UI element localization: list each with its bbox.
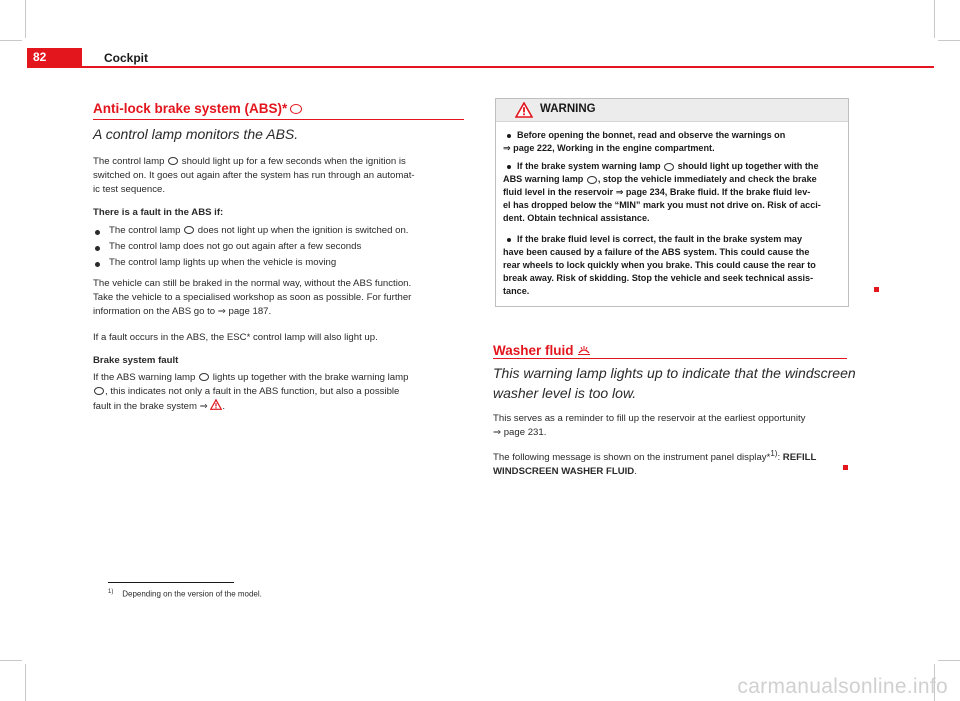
text: tance. (503, 286, 530, 296)
text: If the brake system warning lamp (517, 161, 661, 171)
list-item: The control lamp does not go out again after a few seconds (109, 241, 362, 252)
text: should light up together with the (677, 161, 819, 171)
warning-box (495, 98, 849, 307)
warning-item: Before opening the bonnet, read and observe the warnings on (517, 130, 786, 140)
text: el has dropped below the “MIN” mark you must not drive on. Risk of acci- (503, 200, 821, 210)
text: washer level is too low. (493, 385, 637, 401)
text: fluid level in the reservoir ⇒ page 234, Brake fluid. If the brake fluid lev- (503, 187, 811, 197)
warning-triangle-icon[interactable] (210, 399, 222, 410)
watermark: carmanualsonline.info (737, 675, 948, 698)
text: If the ABS warning lamp (93, 372, 196, 383)
text: : (777, 452, 781, 464)
bullet-icon (507, 134, 511, 138)
text: This serves as a reminder to fill up the reservoir at the earliest opportunity (493, 413, 806, 424)
crop-mark (25, 664, 26, 701)
bullet-icon (95, 246, 100, 251)
text: fault in the brake system ⇒ (93, 401, 208, 412)
crop-mark (938, 660, 960, 661)
abs-lamp-icon (290, 104, 302, 114)
warning-item: If the brake fluid level is correct, the fault in the brake system may (517, 234, 803, 244)
page-number: 82 (33, 50, 47, 64)
abs-paragraph (93, 277, 411, 319)
page-link[interactable]: information on the ABS go to ⇒ page 187. (93, 306, 272, 317)
text: should light up for a few seconds when the ignition is (181, 156, 406, 167)
abs-lamp-icon (168, 157, 178, 165)
text: The vehicle can still be braked in the normal way, without the ABS function. (93, 278, 412, 289)
abs-paragraph: If the ABS warning lamp lights up together with the brake warning lamp , this indicates not only a fault in the ABS function, but also a possible fault in the brake system ⇒ . (93, 372, 409, 412)
brake-lamp-icon (94, 387, 104, 395)
brake-lamp-icon (664, 163, 674, 171)
section-end-marker (843, 465, 848, 470)
abs-intro: A control lamp monitors the ABS. (93, 126, 299, 142)
abs-lamp-icon (587, 176, 597, 184)
section-rule (493, 358, 847, 359)
abs-section-title (93, 101, 302, 116)
bullet-icon (95, 230, 100, 235)
bullet-icon (95, 262, 100, 267)
abs-paragraph: If a fault occurs in the ABS, the ESC* control lamp will also light up. (93, 332, 378, 343)
display-message: REFILL (782, 452, 817, 464)
text: does not light up when the ignition is switched on. (197, 225, 409, 236)
crop-mark (0, 40, 22, 41)
bullet-icon (507, 165, 511, 169)
crop-mark (25, 0, 26, 38)
crop-mark (938, 40, 960, 41)
text: lights up together with the brake warning lamp (212, 372, 409, 383)
text: . (634, 466, 637, 478)
text: have been caused by a failure of the ABS system. This could cause the (503, 247, 810, 257)
text: break away. Risk of skidding. Stop the vehicle and seek technical assis- (503, 273, 814, 283)
chapter-title: Cockpit (104, 51, 149, 65)
abs-paragraph (93, 155, 415, 197)
footnote (108, 589, 262, 599)
text: The following message is shown on the instrument panel display* (493, 452, 771, 464)
text: dent. Obtain technical assistance. (503, 213, 650, 223)
washer-paragraph (493, 447, 816, 479)
warning-item (503, 173, 821, 225)
display-message: WINDSCREEN WASHER FLUID (493, 466, 635, 478)
list-item: The control lamp lights up when the vehicle is moving (109, 257, 337, 268)
text: Take the vehicle to a specialised workshop as soon as possible. For further (93, 292, 412, 303)
abs-lamp-icon (199, 373, 209, 381)
header-rule (82, 66, 934, 68)
text: ic test sequence. (93, 184, 165, 195)
list-item (109, 224, 408, 238)
section-end-marker (874, 287, 879, 292)
washer-section-title (493, 343, 591, 358)
abs-lamp-icon (184, 226, 194, 234)
fault-heading: There is a fault in the ABS if: (93, 207, 224, 218)
text: , stop the vehicle immediately and check the brake (597, 174, 817, 184)
text: The control lamp (93, 156, 165, 167)
bullet-icon (507, 238, 511, 242)
text: rear wheels to lock quickly when you brake. This could cause the rear to (503, 260, 816, 270)
washer-fluid-icon (577, 344, 591, 356)
warning-triangle-icon (515, 102, 533, 118)
crop-mark (0, 660, 22, 661)
text: This warning lamp lights up to indicate that the windscreen (493, 365, 856, 381)
warning-header (496, 99, 848, 122)
text: ABS warning lamp (503, 174, 584, 184)
washer-intro (493, 363, 856, 403)
brake-fault-heading: Brake system fault (93, 355, 179, 366)
warning-item[interactable]: ⇒ page 222, Working in the engine compartment. (503, 143, 715, 153)
footnote-rule (108, 582, 234, 583)
warning-item (517, 160, 819, 173)
washer-title-text: Washer fluid (493, 343, 574, 358)
text: , this indicates not only a fault in the ABS function, but also a possible (105, 386, 400, 397)
crop-mark (934, 0, 935, 38)
abs-title-text: Anti-lock brake system (ABS)* (93, 101, 288, 116)
section-rule (93, 119, 464, 120)
warning-item (503, 246, 816, 298)
footnote-text: Depending on the version of the model. (122, 589, 262, 599)
washer-paragraph (493, 412, 805, 440)
footnote-marker: 1) (108, 589, 114, 595)
warning-title: WARNING (540, 103, 596, 115)
text: The control lamp (109, 225, 181, 236)
footnote-ref[interactable]: 1) (770, 449, 778, 458)
text: switched on. It goes out again after the system has run through an automat- (93, 170, 415, 181)
page-link[interactable]: ⇒ page 231. (493, 427, 547, 438)
